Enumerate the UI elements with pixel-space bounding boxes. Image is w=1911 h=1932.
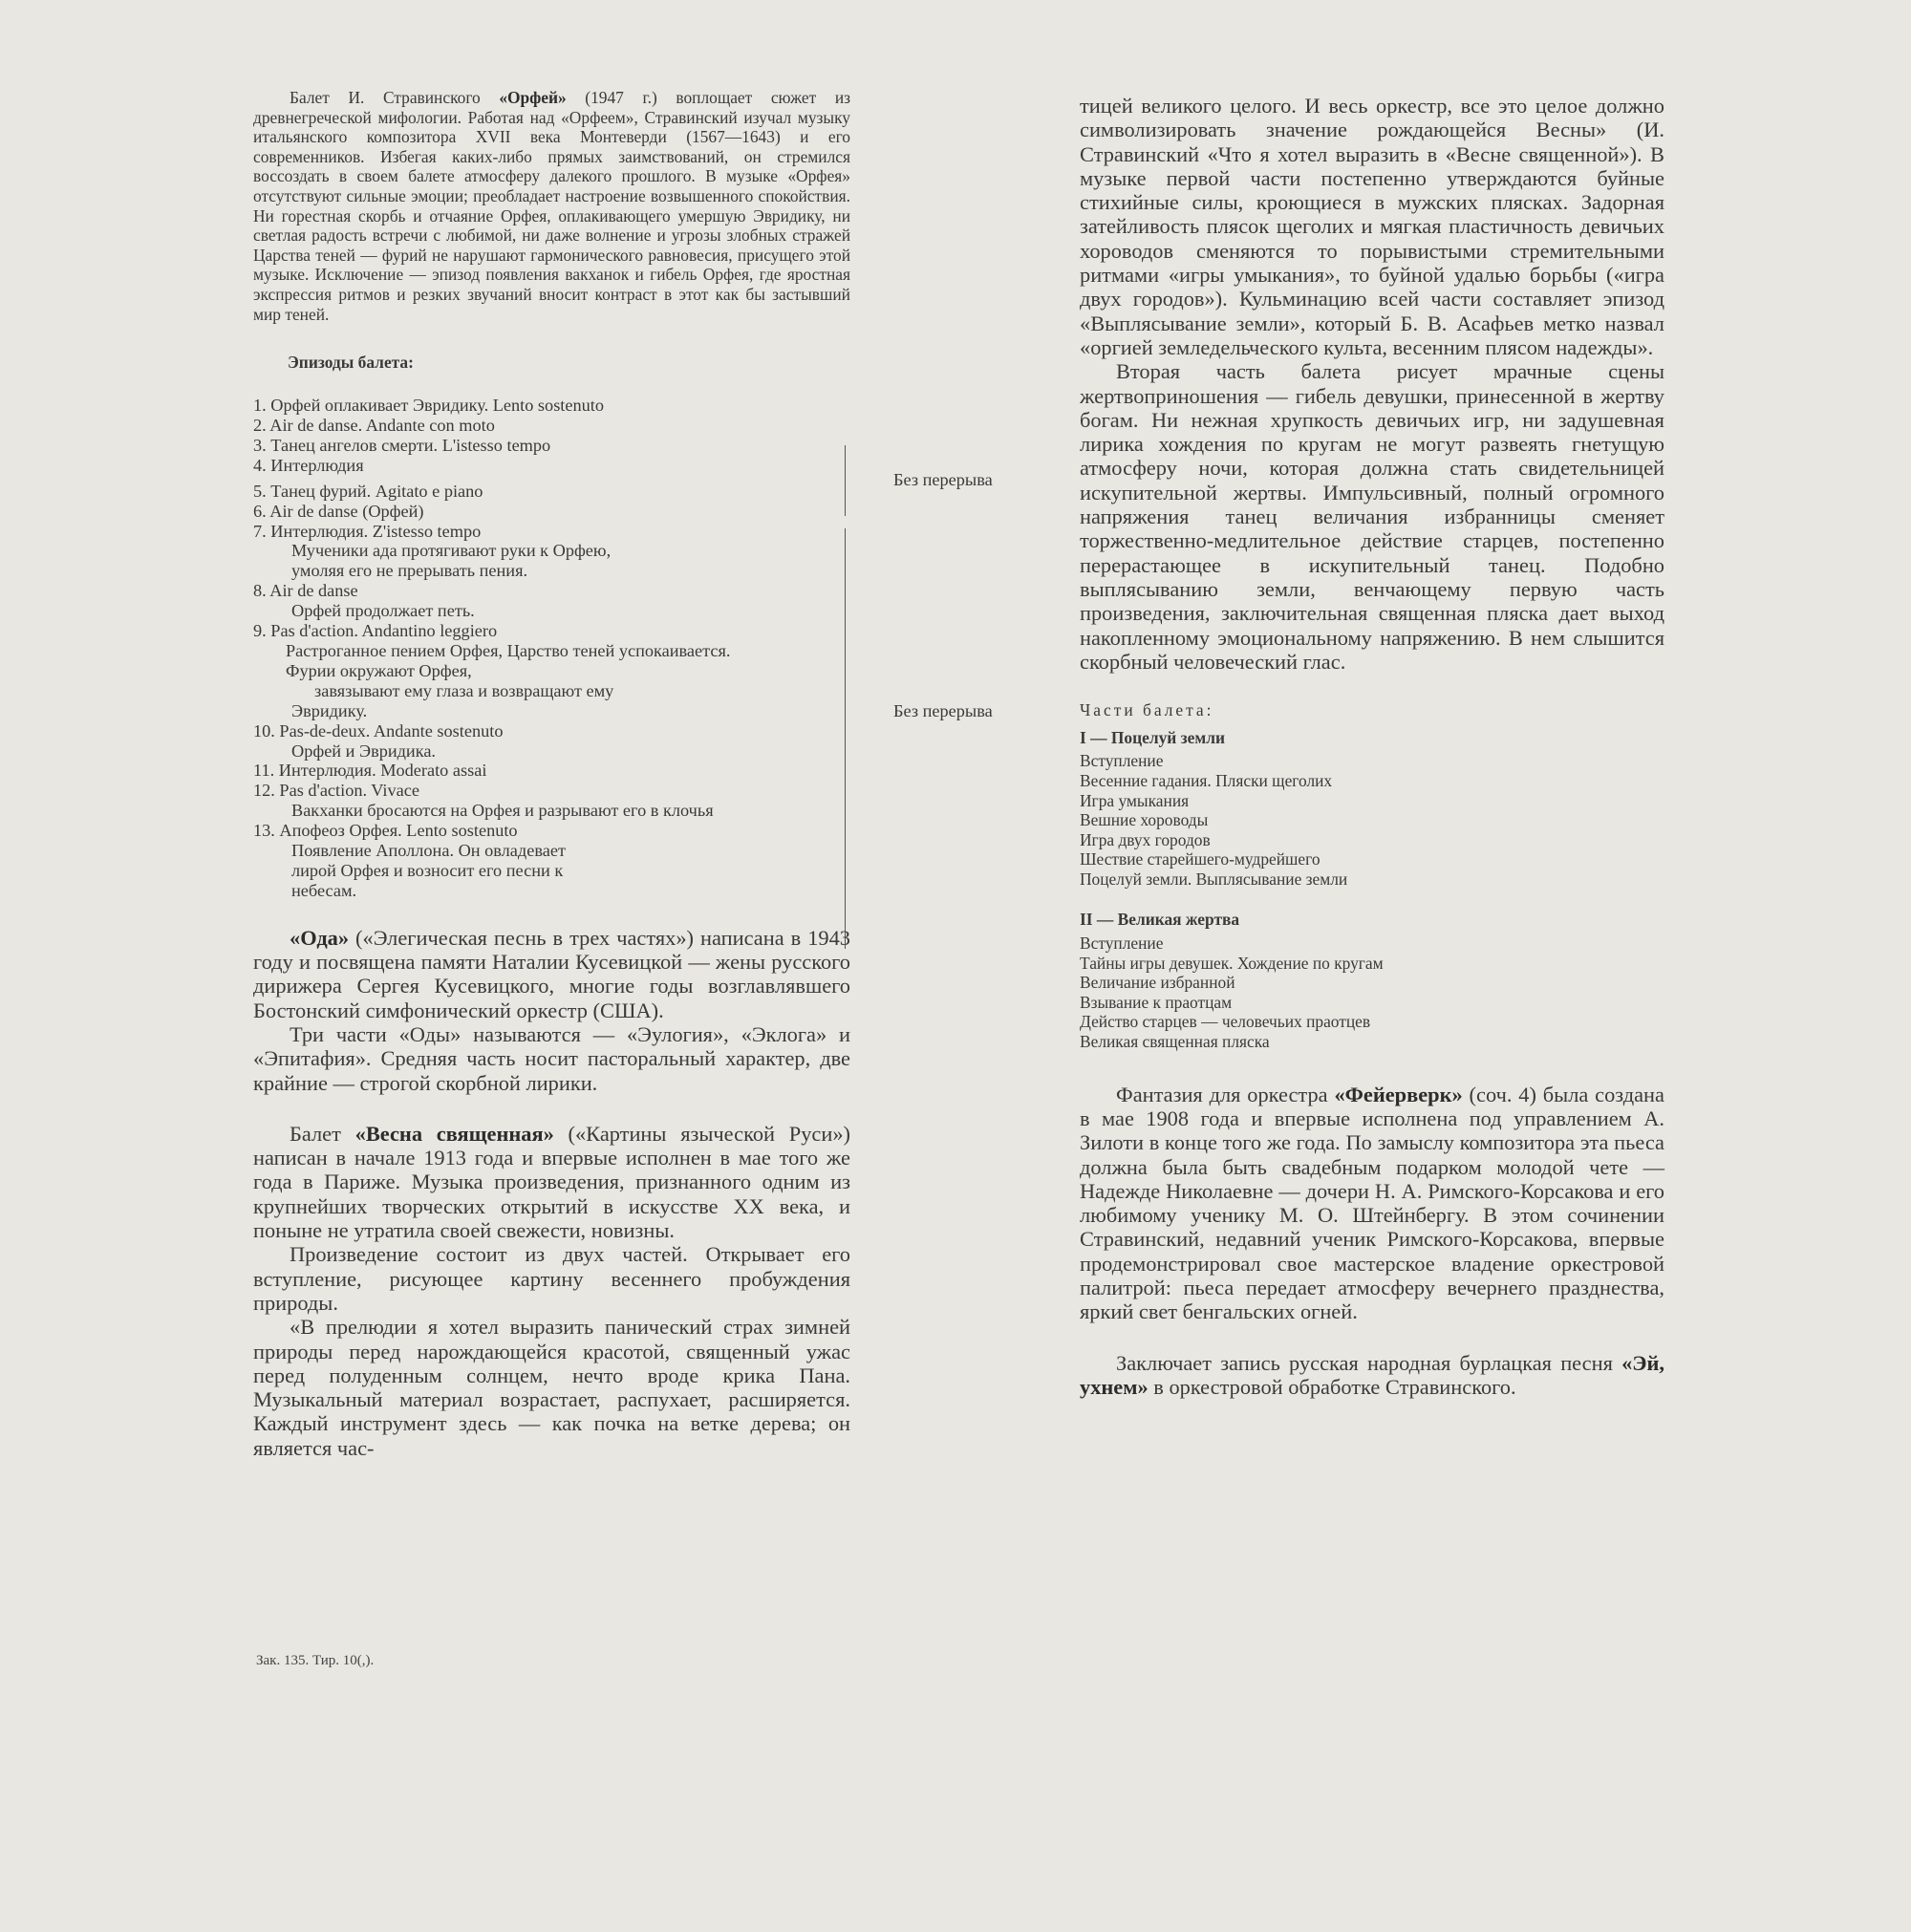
list-item-note: Орфей продолжает петь. [291, 601, 475, 621]
list-item: 4. Интерлюдия [253, 455, 364, 475]
list-item: Величание избранной [1080, 973, 1235, 993]
episodes-group-1 [253, 396, 850, 476]
bracket-group-2 [845, 528, 846, 949]
final-pre: Заключает запись русская народная бурлацкая песня [1116, 1350, 1622, 1375]
list-item-note: умоляя его не прерывать пения. [291, 561, 528, 581]
part-1-name: Поцелуй земли [1110, 727, 1225, 747]
fireworks-title: «Фейерверк» [1334, 1082, 1463, 1106]
part-1-number: I — [1080, 727, 1111, 747]
list-item: Игра двух городов [1080, 829, 1211, 849]
list-item: Вступление [1080, 751, 1164, 771]
list-item-note: небесам. [291, 880, 357, 900]
part-1-title [1080, 728, 1664, 748]
rite-paragraph-2: Произведение состоит из двух частей. Открывает его вступление, рисующее картину весеннего пробуждения природы. [253, 1242, 850, 1315]
orpheus-intro-text: (1947 г.) воплощает сюжет из древнегреческой мифологии. Работая над «Орфеем», Стравинский изучал музыку итальянского композитора XVII века Монтеверди (1567—1643) и его современников. Избегая каких-либо прямых заимствований, он стремился воссоздать в своем балете атмосферу далекого прошлого. В музыке «Орфея» отсутствуют сильные эмоции; преобладает настроение возвышенного спокойствия. Ни горестная скорбь и отчаяние Орфея, оплакивающего умершую Эвридику, ни светлая радость встречи с любимой, ни даже волнение и угрозы злобных стражей Царства теней — фурий не нарушают гармонического равновесия, присущего этой музыке. Исключение — эпизод появления вакханок и гибель Орфея, где яростная экспрессия ритмов и резких звучаний вносит контраст в этот как бы застывший мир теней. [253, 88, 850, 324]
list-item: 6. Air de danse (Орфей) [253, 501, 424, 521]
rite-part2-paragraph: Вторая часть балета рисует мрачные сцены жертвоприношения — гибель девушки, принесенной в жертву богам. Ни нежная хрупкость девичьих игр, ни задушевная лирика хождения по кругам не могут развеять гнетущую атмосферу ночи, которая должна стать свидетельницей искупительной жертвы. Импульсивный, полный огромного напряжения танец величания избранницы сменяет торжественно-медлительное действие старцев, постепенно перерастающее в искупительный танец. Подобно выплясыванию земли, венчающему первую часть произведения, заключительная священная пляска дает выход накопленному эмоциональному напряжению. В нем слышится скорбный человеческий глас. [1080, 359, 1664, 674]
list-item: 3. Танец ангелов смерти. L'istesso tempo [253, 435, 551, 455]
song-title: «Эй, ухнем» [1080, 1350, 1664, 1399]
list-item-note: Орфей и Эвридика. [291, 741, 437, 761]
parts-heading: Части балета: [1080, 700, 1214, 720]
final-text: в оркестровой обработке Стравинского. [1148, 1374, 1516, 1399]
fireworks-pre: Фантазия для оркестра [1116, 1082, 1335, 1106]
part-2-items [1080, 934, 1664, 1052]
no-break-label-2: Без перерыва [893, 701, 993, 720]
list-item-note: Вакханки бросаются на Орфея и разрывают его в клочья [291, 801, 714, 821]
list-item-note: Появление Аполлона. Он овладевает [291, 841, 566, 861]
list-item: 12. Pas d'action. Vivace [253, 781, 419, 801]
part-2-title [1080, 910, 1664, 930]
list-item-note: Растроганное пением Орфея, Царство теней успокаивается. [286, 641, 731, 660]
list-item-note: лирой Орфея и возносит его песни к [291, 860, 564, 880]
rite-paragraph-1 [253, 1122, 850, 1242]
list-item: 9. Pas d'action. Andantino leggiero [253, 621, 498, 641]
left-column [253, 88, 850, 1460]
list-item: 10. Pas-de-deux. Andante sostenuto [253, 720, 504, 741]
rite-text-1: («Картины языческой Руси») написан в начале 1913 года и впервые исполнен в мае того же года в Париже. Музыка произведения, признанного одним из крупнейших творческих открытий в искусстве XX века, и поныне не утратила своей свежести, новизны. [253, 1121, 850, 1243]
list-item: Поцелуй земли. Выплясывание земли [1080, 869, 1348, 889]
orpheus-title: «Орфей» [499, 88, 567, 107]
part-2-name: Великая жертва [1117, 910, 1240, 930]
ode-paragraph-1 [253, 926, 850, 1022]
list-item: Шествие старейшего-мудрейшего [1080, 849, 1321, 869]
list-item: 1. Орфей оплакивает Эвридику. Lento sostenuto [253, 396, 604, 416]
episodes-group-2 [253, 482, 850, 901]
list-item-note: завязывают ему глаза и возвращают ему [314, 680, 614, 700]
rite-pre: Балет [290, 1121, 355, 1146]
list-item-note: Фурии окружают Орфея, [286, 660, 472, 680]
orpheus-intro-pre: Балет И. Стравинского [290, 88, 500, 107]
rite-continuation: тицей великого целого. И весь оркестр, все это целое должно символизировать значение рождающейся Весны» (И. Стравинский «Что я хотел выразить в «Весне священной»). В музыке первой части постепенно утверждаются буйные стихийные силы, кроющиеся в мужских плясках. Задорная затейливость плясок щеголих и мягкая пластичность девичьих хороводов сменяются то порывистыми стремительными ритмами «игры умыкания», то буйной удалью борьбы («игра двух городов»). Кульминацию всей части составляет эпизод «Выплясывание земли», который Б. В. Асафьев метко назвал «оргией земледельческого культа, весенним плясом надежды». [1080, 94, 1664, 359]
list-item: Весенние гадания. Пляски щеголих [1080, 770, 1333, 790]
list-item: 5. Танец фурий. Agitato e piano [253, 481, 483, 501]
rite-paragraph-3: «В прелюдии я хотел выразить панический страх зимней природы перед нарождающейся красотой, священный ужас перед полуденным солнцем, нечто вроде крика Пана. Музыкальный материал возрастает, распухает, расширяется. Каждый инструмент здесь — как почка на ветке дерева; он является час- [253, 1315, 850, 1460]
list-item: 13. Апофеоз Орфея. Lento sostenuto [253, 821, 518, 841]
list-item: Взывание к праотцам [1080, 992, 1233, 1012]
right-column [1080, 94, 1664, 1399]
list-item: 11. Интерлюдия. Moderato assai [253, 761, 487, 781]
list-item: Вешние хороводы [1080, 810, 1209, 830]
list-item: 7. Интерлюдия. Z'istesso tempo [253, 521, 482, 541]
ode-text-1: («Элегическая песнь в трех частях») написана в 1943 году и посвящена памяти Наталии Кусевицкой — жены русского дирижера Сергея Кусевицкого, многие годы возглавлявшего Бостонский симфонический оркестр (США). [253, 925, 850, 1022]
ode-title: «Ода» [290, 925, 350, 950]
list-item-note: Эвридику. [291, 700, 368, 720]
ode-paragraph-2: Три части «Оды» называются — «Эулогия», «Эклога» и «Эпитафия». Средняя часть носит пасторальный характер, две крайние — строгой скорбной лирики. [253, 1021, 850, 1095]
fireworks-paragraph [1080, 1083, 1664, 1324]
episodes-list [253, 396, 850, 901]
part-2-number: II — [1080, 910, 1118, 930]
episodes-heading: Эпизоды балета: [288, 353, 414, 373]
rite-title: «Весна священная» [354, 1121, 554, 1146]
list-item: 8. Air de danse [253, 581, 358, 601]
part-1-items [1080, 751, 1664, 889]
ballet-parts [1080, 700, 1664, 1052]
final-paragraph [1080, 1351, 1664, 1400]
list-item-note: Мученики ада протягивают руки к Орфею, [291, 541, 612, 561]
list-item: Игра умыкания [1080, 790, 1190, 810]
list-item: Действо старцев — человечьих праотцев [1080, 1012, 1371, 1032]
list-item: Вступление [1080, 934, 1164, 954]
orpheus-intro [253, 88, 850, 324]
list-item: Тайны игры девушек. Хождение по кругам [1080, 953, 1384, 973]
list-item: Великая священная пляска [1080, 1032, 1270, 1052]
print-footer: Зак. 135. Тир. 10(,). [256, 1653, 375, 1668]
bracket-group-1 [845, 445, 846, 516]
fireworks-text: (соч. 4) была создана в мае 1908 года и впервые исполнена под управлением А. Зилоти в конце того же года. По замыслу композитора эта пьеса должна была быть свадебным подарком молодой чете — Надежде Николаевне — дочери Н. А. Римского-Корсакова и его любимому ученику М. О. Штейнбергу. В этом сочинении Стравинский, недавний ученик Римского-Корсакова, впервые продемонстрировал свое мастерское владение оркестровой палитрой: пьеса передает атмосферу вечернего празднества, яркий свет бенгальских огней. [1080, 1082, 1664, 1324]
list-item: 2. Air de danse. Andante con moto [253, 416, 495, 436]
no-break-label-1: Без перерыва [893, 470, 993, 489]
